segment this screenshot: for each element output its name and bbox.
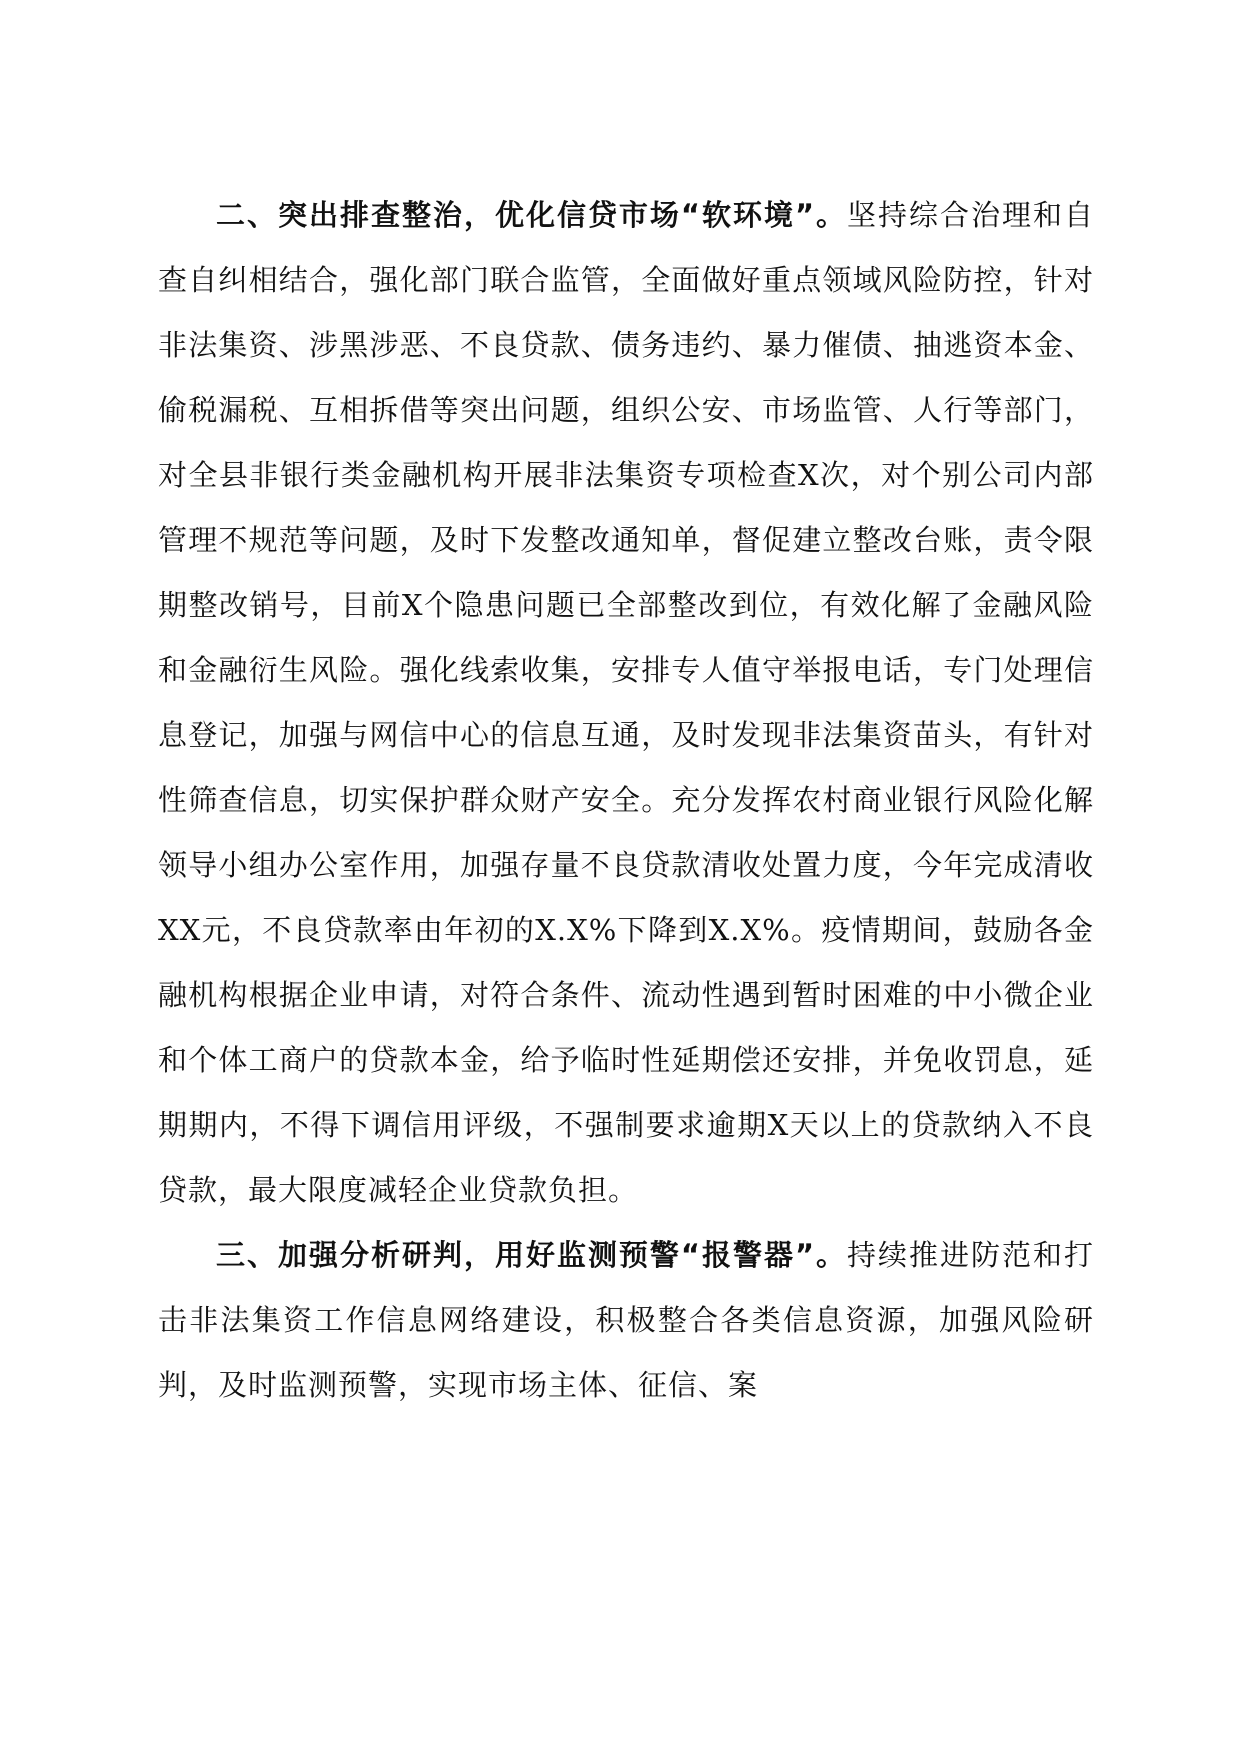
section-heading-3: 三、加强分析研判，用好监测预警“报警器”。 <box>216 1238 848 1272</box>
paragraph-2 <box>158 183 1094 1223</box>
document-body <box>158 183 1094 1418</box>
paragraph-text: 坚持综合治理和自查自纠相结合，强化部门联合监管，全面做好重点领域风险防控，针对非法集资、涉黑涉恶、不良贷款、债务违约、暴力催债、抽逃资本金、偷税漏税、互相拆借等突出问题，组织公安、市场监管、人行等部门，对全县非银行类金融机构开展非法集资专项检查X次，对个别公司内部管理不规范等问题，及时下发整改通知单，督促建立整改台账，责令限期整改销号，目前X个隐患问题已全部整改到位，有效化解了金融风险和金融衍生风险。强化线索收集，安排专人值守举报电话，专门处理信息登记，加强与网信中心的信息互通，及时发现非法集资苗头，有针对性筛查信息，切实保护群众财产安全。充分发挥农村商业银行风险化解领导小组办公室作用，加强存量不良贷款清收处置力度，今年完成清收XX元，不良贷款率由年初的X.X%下降到X.X%。疫情期间，鼓励各金融机构根据企业申请，对符合条件、流动性遇到暂时困难的中小微企业和个体工商户的贷款本金，给予临时性延期偿还安排，并免收罚息，延期期内，不得下调信用评级，不强制要求逾期X天以上的贷款纳入不良贷款，最大限度减轻企业贷款负担。 <box>158 198 1094 1207</box>
section-heading-2: 二、突出排查整治，优化信贷市场“软环境”。 <box>216 198 848 232</box>
paragraph-text: 持续推进防范和打击非法集资工作信息网络建设，积极整合各类信息资源，加强风险研判，及时监测预警，实现市场主体、征信、案 <box>158 1238 1094 1402</box>
paragraph-3 <box>158 1223 1094 1418</box>
